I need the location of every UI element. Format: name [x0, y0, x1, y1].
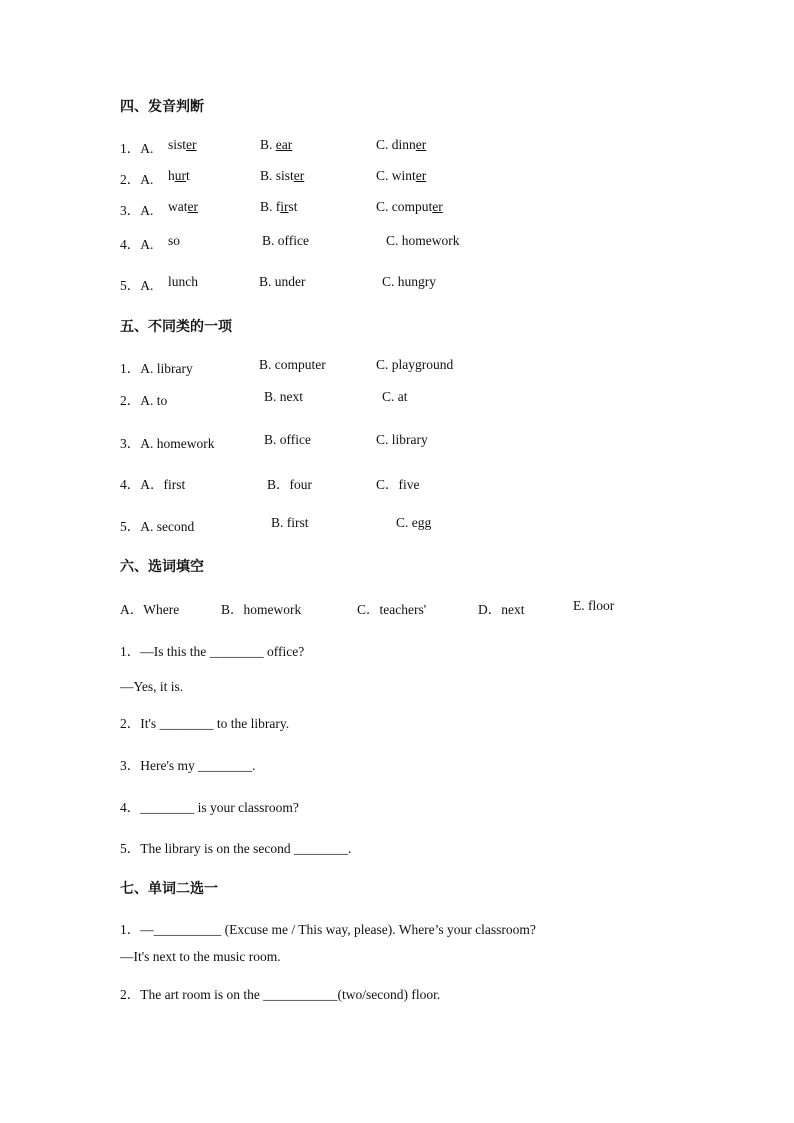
option-a: hurt [168, 168, 190, 183]
option-c: C. hungry [382, 274, 436, 289]
option-c: C. egg [396, 515, 432, 530]
word-option-b: B．homework [221, 602, 302, 617]
option-c: C. computer [376, 199, 443, 214]
sec6-question-4: 4．________ is your classroom? [120, 800, 299, 815]
option-b: B．four [267, 477, 312, 492]
section-4-title: 四、发音判断 [120, 99, 204, 115]
option-c: C. at [382, 389, 408, 404]
option-b: B. first [271, 515, 309, 530]
section-6-title: 六、选词填空 [120, 559, 204, 575]
option-c: C. homework [386, 233, 460, 248]
word-option-c: C．teachers' [357, 602, 427, 617]
sec6-question-3: 3．Here's my ________. [120, 758, 256, 773]
option-a: so [168, 233, 181, 248]
option-a: 5．A. second [120, 519, 195, 534]
option-b: B. office [262, 233, 309, 248]
option-c: C．five [376, 477, 420, 492]
item-number: 2．A. [120, 172, 154, 187]
option-c: C. playground [376, 357, 454, 372]
option-b: B. sister [260, 168, 305, 183]
option-c: C. library [376, 432, 428, 447]
option-b: B. first [260, 199, 298, 214]
option-b: B. under [259, 274, 306, 289]
item-number: 4．A. [120, 237, 154, 252]
option-a: water [168, 199, 198, 214]
option-b: B. office [264, 432, 311, 447]
option-b: B. computer [259, 357, 326, 372]
option-b: B. ear [260, 137, 293, 152]
sec6-question-1-answer: —Yes, it is. [120, 679, 184, 694]
word-option-a: A．Where [120, 602, 180, 617]
sec6-question-1: 1．—Is this the ________ office? [120, 644, 305, 659]
sec7-question-1: 1．—__________ (Excuse me / This way, please). Where’s your classroom? [120, 922, 536, 937]
sec7-question-1-answer: —It's next to the music room. [120, 949, 281, 964]
item-number: 5．A. [120, 278, 154, 293]
sec6-question-2: 2．It's ________ to the library. [120, 716, 290, 731]
section-7-title: 七、单词二选一 [120, 881, 218, 897]
option-a: 2．A. to [120, 393, 168, 408]
item-number: 3．A. [120, 203, 154, 218]
option-a: sister [168, 137, 197, 152]
word-option-e: E. floor [573, 598, 615, 613]
option-c: C. dinner [376, 137, 427, 152]
item-number: 1．A. [120, 141, 154, 156]
sec6-question-5: 5．The library is on the second ________. [120, 841, 352, 856]
option-a: 4．A．first [120, 477, 186, 492]
option-a: lunch [168, 274, 198, 289]
sec7-question-2: 2．The art room is on the ___________(two/second) floor. [120, 987, 441, 1002]
section-5-title: 五、不同类的一项 [120, 319, 232, 335]
word-option-d: D．next [478, 602, 525, 617]
option-a: 3．A. homework [120, 436, 215, 451]
option-b: B. next [264, 389, 303, 404]
option-c: C. winter [376, 168, 427, 183]
option-a: 1．A. library [120, 361, 193, 376]
